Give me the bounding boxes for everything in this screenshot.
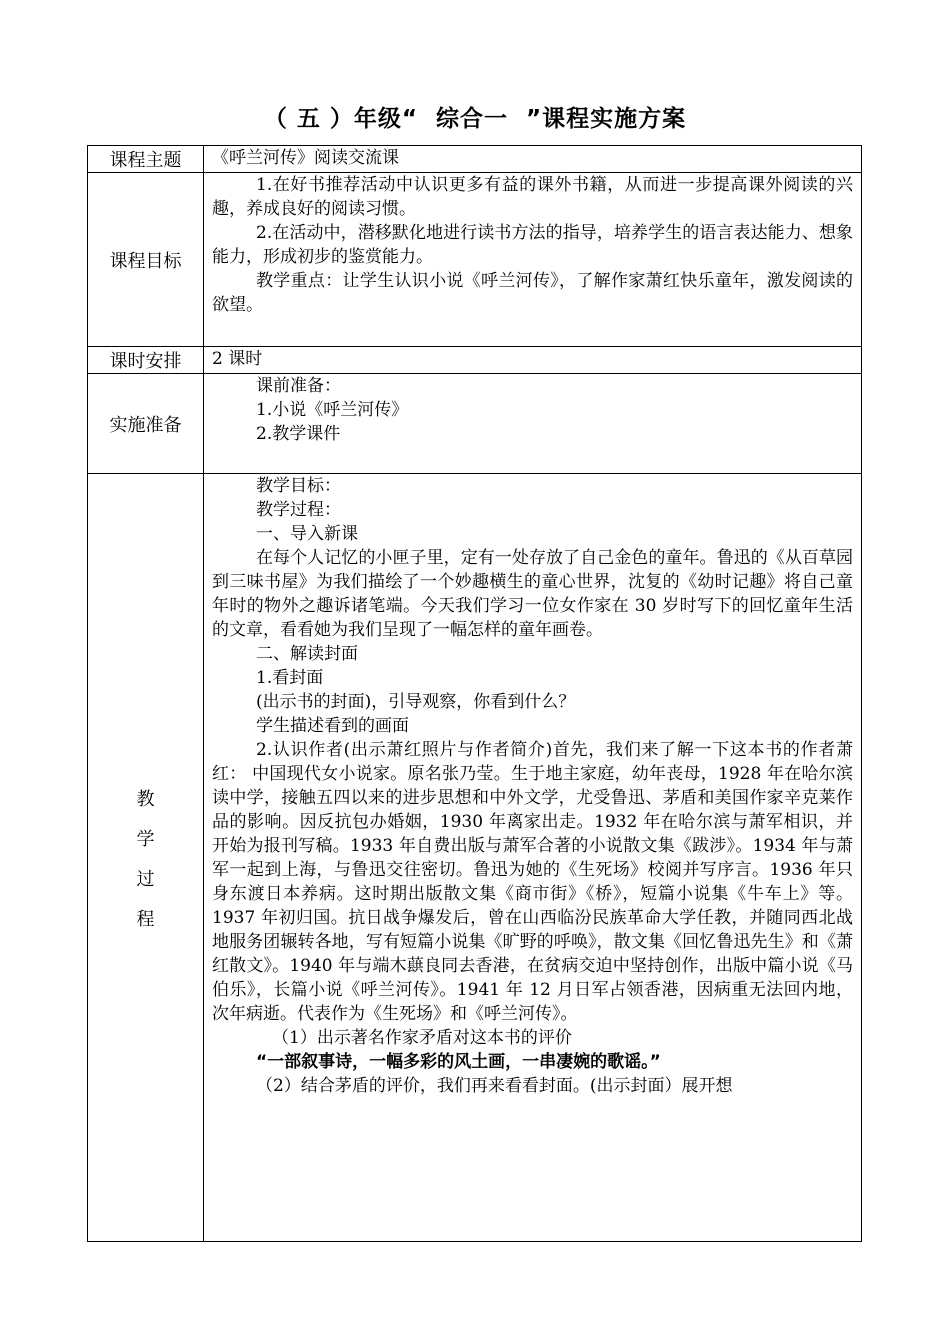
course-plan-table <box>87 145 862 1242</box>
prep-line-2: 1.小说《呼兰河传》 <box>256 400 409 420</box>
value-schedule: 2 课时 <box>204 347 862 374</box>
label-process-char-2: 学 <box>136 828 155 850</box>
label-process <box>88 474 204 1242</box>
label-topic: 课程主题 <box>88 146 204 173</box>
page-title: （ 五 ）年级“ 综合一 ”课程实施方案 <box>263 106 687 132</box>
value-topic: 《呼兰河传》阅读交流课 <box>204 146 862 173</box>
label-process-char-4: 程 <box>136 908 155 930</box>
process-content <box>204 474 862 1242</box>
row-topic <box>88 146 862 173</box>
intro-paragraph: 在每个人记忆的小匣子里，定有一处存放了自己金色的童年。鲁迅的《从百草园到三味书屋》为我们描绘了一个妙趣横生的童心世界，沈复的《幼时记趣》将自己童年时的物外之趣诉诸笔端。今天我们学习一位女作家在 30 岁时写下的回忆童年生活的文章，看看她为我们呈现了一幅怎样的童年画卷。 <box>212 548 853 640</box>
label-goals: 课程目标 <box>88 173 204 347</box>
row-process <box>88 474 862 1242</box>
section-heading-intro: 一、导入新课 <box>256 524 358 544</box>
row-schedule <box>88 347 862 374</box>
row-prep <box>88 374 862 474</box>
label-prep: 实施准备 <box>88 374 204 474</box>
section-heading-cover: 二、解读封面 <box>256 644 358 664</box>
review-item-2: （2）结合茅盾的评价，我们再来看看封面。(出示封面）展开想 <box>256 1076 733 1096</box>
goal-focus: 教学重点：让学生认识小说《呼兰河传》，了解作家萧红快乐童年，激发阅读的欲望。 <box>212 271 853 315</box>
author-paragraph: 2.认识作者(出示萧红照片与作者简介)首先，我们来了解一下这本书的作者萧红： 中国现代女小说家。原名张乃莹。生于地主家庭，幼年丧母，1928 年在哈尔滨读中学，接触五四以来的进步思想和中外文学，尤受鲁迅、茅盾和美国作家辛克莱作品的影响。因反抗包办婚姻，1930 年离家出走。1932 年在哈尔滨与萧军相识，并开始为报刊写稿。1933 年自费出版与萧军合著的小说散文集《跋涉》。1934 年与萧军一起到上海，与鲁迅交往密切。鲁迅为她的《生死场》校阅并写序言。1936 年只身东渡日本养病。这时期出版散文集《商市街》《桥》，短篇小说集《牛车上》等。1937 年初归国。抗日战争爆发后，曾在山西临汾民族革命大学任教，并随同西北战地服务团辗转各地，写有短篇小说集《旷野的呼唤》，散文集《回忆鲁迅先生》和《萧红散文》。1940 年与端木蕻良同去香港，在贫病交迫中坚持创作，出版中篇小说《马伯乐》，长篇小说《呼兰河传》。1941 年 12 月日军占领香港，因病重无法回内地，次年病逝。代表作为《生死场》和《呼兰河传》。 <box>212 740 853 1024</box>
cover-instruction: (出示书的封面)，引导观察，你看到什么？ <box>256 692 576 712</box>
label-process-char-3: 过 <box>136 868 155 890</box>
cover-step-1: 1.看封面 <box>256 668 324 688</box>
goals-content <box>204 173 862 347</box>
label-schedule: 课时安排 <box>88 347 204 374</box>
prep-line-3: 2.教学课件 <box>256 424 341 444</box>
review-quote: “一部叙事诗，一幅多彩的风土画，一串凄婉的歌谣。” <box>256 1052 661 1072</box>
row-goals <box>88 173 862 347</box>
goal-paragraph-2: 2.在活动中，潜移默化地进行读书方法的指导，培养学生的语言表达能力、想象能力，形成初步的鉴赏能力。 <box>212 223 853 267</box>
label-process-char-1: 教 <box>136 788 155 810</box>
prep-line-1: 课前准备： <box>256 376 341 396</box>
goal-paragraph-1: 1.在好书推荐活动中认识更多有益的课外书籍，从而进一步提高课外阅读的兴趣，养成良好的阅读习惯。 <box>212 175 853 219</box>
process-objectives: 教学目标： <box>256 476 341 496</box>
process-procedure: 教学过程： <box>256 500 341 520</box>
cover-student-task: 学生描述看到的画面 <box>256 716 409 736</box>
prep-content <box>204 374 862 474</box>
review-item-1: （1）出示著名作家矛盾对这本书的评价 <box>272 1028 572 1048</box>
